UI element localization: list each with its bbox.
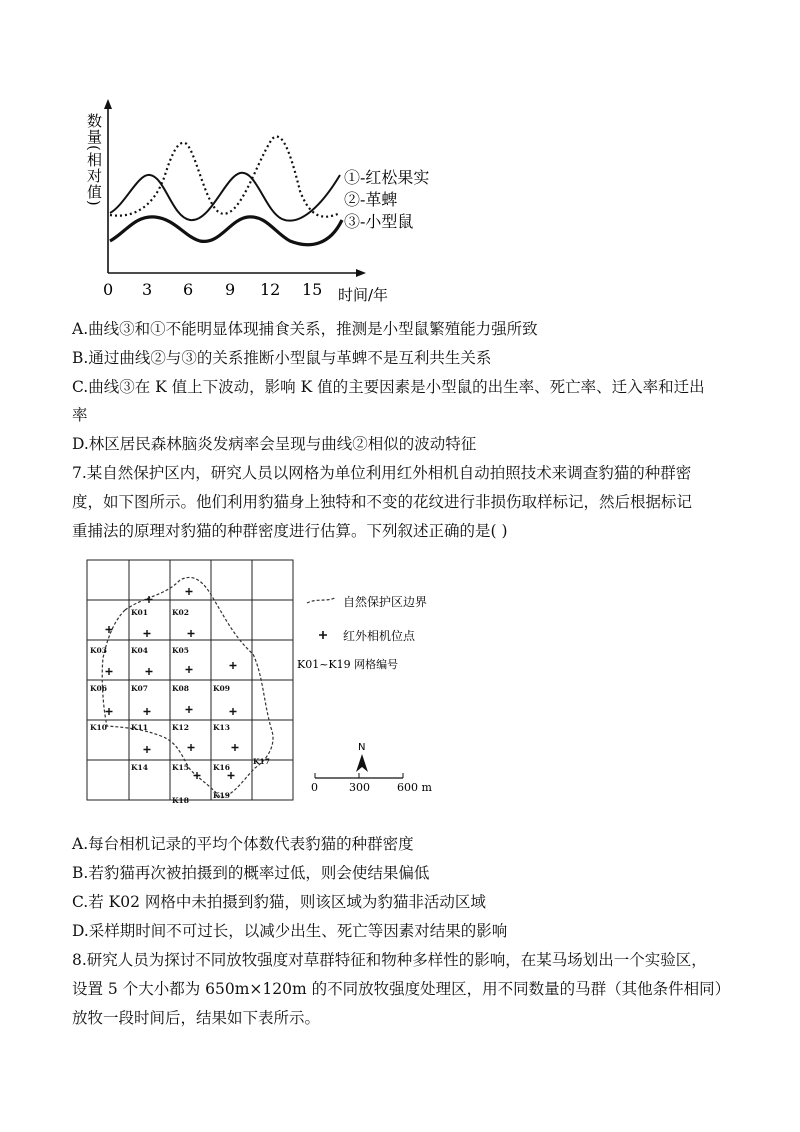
boundary-legend-line (307, 598, 335, 603)
grid-label: K19 (213, 791, 230, 800)
grid-label: K17 (253, 757, 270, 766)
legend-item: ②-革蜱 (344, 190, 398, 209)
x-axis-arrow (356, 269, 366, 277)
grid-label: K02 (172, 608, 189, 617)
camera-plus-icon (186, 706, 193, 713)
camera-plus-icon (146, 668, 153, 675)
grid-label: K08 (172, 684, 189, 693)
population-curve-figure (60, 95, 480, 310)
grid-label: K04 (131, 646, 148, 655)
grid-label: K13 (213, 723, 230, 732)
q8-stem-line3: 放牧一段时间后，结果如下表所示。 (72, 1009, 321, 1027)
q7-option-c: C.若 K02 网格中未拍摄到豹猫，则该区域为豹猫非活动区域 (72, 893, 486, 911)
legend-camera: 红外相机位点 (343, 629, 416, 643)
camera-plus-icon (230, 662, 237, 669)
y-axis-arrow (104, 99, 112, 109)
q6-option-b: B.通过曲线②与③的关系推断小型鼠与革蜱不是互利共生关系 (72, 349, 492, 367)
grid-label: K01 (131, 608, 148, 617)
scale-label: 600 m (397, 781, 432, 794)
camera-plus-icon (144, 708, 151, 715)
camera-plus-icon (186, 588, 193, 595)
q7-stem-line1: 7.某自然保护区内，研究人员以网格为单位利用红外相机自动拍照技术来调查豹猫的种群密 (72, 464, 692, 482)
curve-small-rodent (110, 217, 342, 245)
legend-item: ①-红松果实 (344, 168, 430, 187)
x-tick: 15 (302, 280, 323, 299)
x-tick: 0 (103, 280, 114, 299)
camera-plus-icon (188, 744, 195, 751)
q6-option-d: D.林区居民森林脑炎发病率会呈现与曲线②相似的波动特征 (72, 435, 477, 453)
camera-grid-map (85, 558, 455, 810)
q6-option-a: A.曲线③和①不能明显体现捕食关系，推测是小型鼠繁殖能力强所致 (72, 320, 538, 338)
x-tick: 9 (225, 280, 236, 299)
camera-plus-icon (232, 744, 239, 751)
grid-label: K05 (172, 646, 189, 655)
x-tick: 6 (183, 280, 194, 299)
camera-plus-icon (230, 708, 237, 715)
grid-label: K15 (172, 763, 189, 772)
grid-label: K09 (213, 684, 230, 693)
legend-boundary: 自然保护区边界 (343, 595, 428, 609)
scale-label: 300 (349, 781, 370, 794)
q7-option-d: D.采样期时间不可过长，以减少出生、死亡等因素对结果的影响 (72, 922, 508, 940)
camera-plus-icon (106, 708, 113, 715)
grid-label: K06 (90, 684, 107, 693)
curve-red-pine-seed (110, 173, 340, 221)
q7-stem-line2: 度，如下图所示。他们利用豹猫身上独特和不变的花纹进行非损伤取样标记，然后根据标记 (72, 493, 693, 511)
grid-label: K11 (131, 723, 148, 732)
scale-label: 0 (311, 781, 318, 794)
grid-label: K16 (213, 763, 230, 772)
camera-plus-icon (146, 596, 153, 603)
camera-plus-icon (106, 668, 113, 675)
grid-label: K18 (172, 796, 189, 805)
grid-label: K10 (90, 723, 107, 732)
grid-label: K07 (131, 684, 148, 693)
camera-plus-icon (186, 666, 193, 673)
camera-plus-icon (144, 746, 151, 753)
q8-stem-line2: 设置 5 个大小都为 650m×120m 的不同放牧强度处理区，用不同数量的马群（其他条件相同） (72, 980, 731, 998)
camera-plus-icon (188, 630, 195, 637)
q7-option-b: B.若豹猫再次被拍摄到的概率过低，则会使结果偏低 (72, 864, 430, 882)
grid-label: K03 (90, 646, 107, 655)
north-arrow-icon (356, 754, 368, 772)
grid-label: K14 (131, 763, 148, 772)
legend-grid: K01~K19 网格编号 (297, 658, 399, 671)
x-axis-label: 时间/年 (338, 286, 389, 304)
x-tick: 3 (142, 280, 153, 299)
q8-stem-line1: 8.研究人员为探讨不同放牧强度对草群特征和物种多样性的影响，在某马场划出一个实验区， (72, 951, 707, 969)
camera-plus-icon (144, 630, 151, 637)
q6-option-c: C.曲线③在 K 值上下波动，影响 K 值的主要因素是小型鼠的出生率、死亡率、迁入率和迁出 (72, 378, 705, 396)
y-axis-label: 数量(相对值) (85, 113, 103, 207)
x-tick: 12 (260, 280, 281, 299)
q6-option-c-cont: 率 (72, 406, 88, 424)
camera-plus-icon (228, 772, 235, 779)
legend-item: ③-小型鼠 (344, 212, 414, 231)
grid-label: K12 (172, 723, 189, 732)
north-label: N (358, 742, 366, 753)
camera-legend-icon (319, 631, 327, 639)
q7-stem-line3: 重捕法的原理对豹猫的种群密度进行估算。下列叙述正确的是( ) (72, 522, 508, 540)
q7-option-a: A.每台相机记录的平均个体数代表豹猫的种群密度 (72, 835, 414, 853)
